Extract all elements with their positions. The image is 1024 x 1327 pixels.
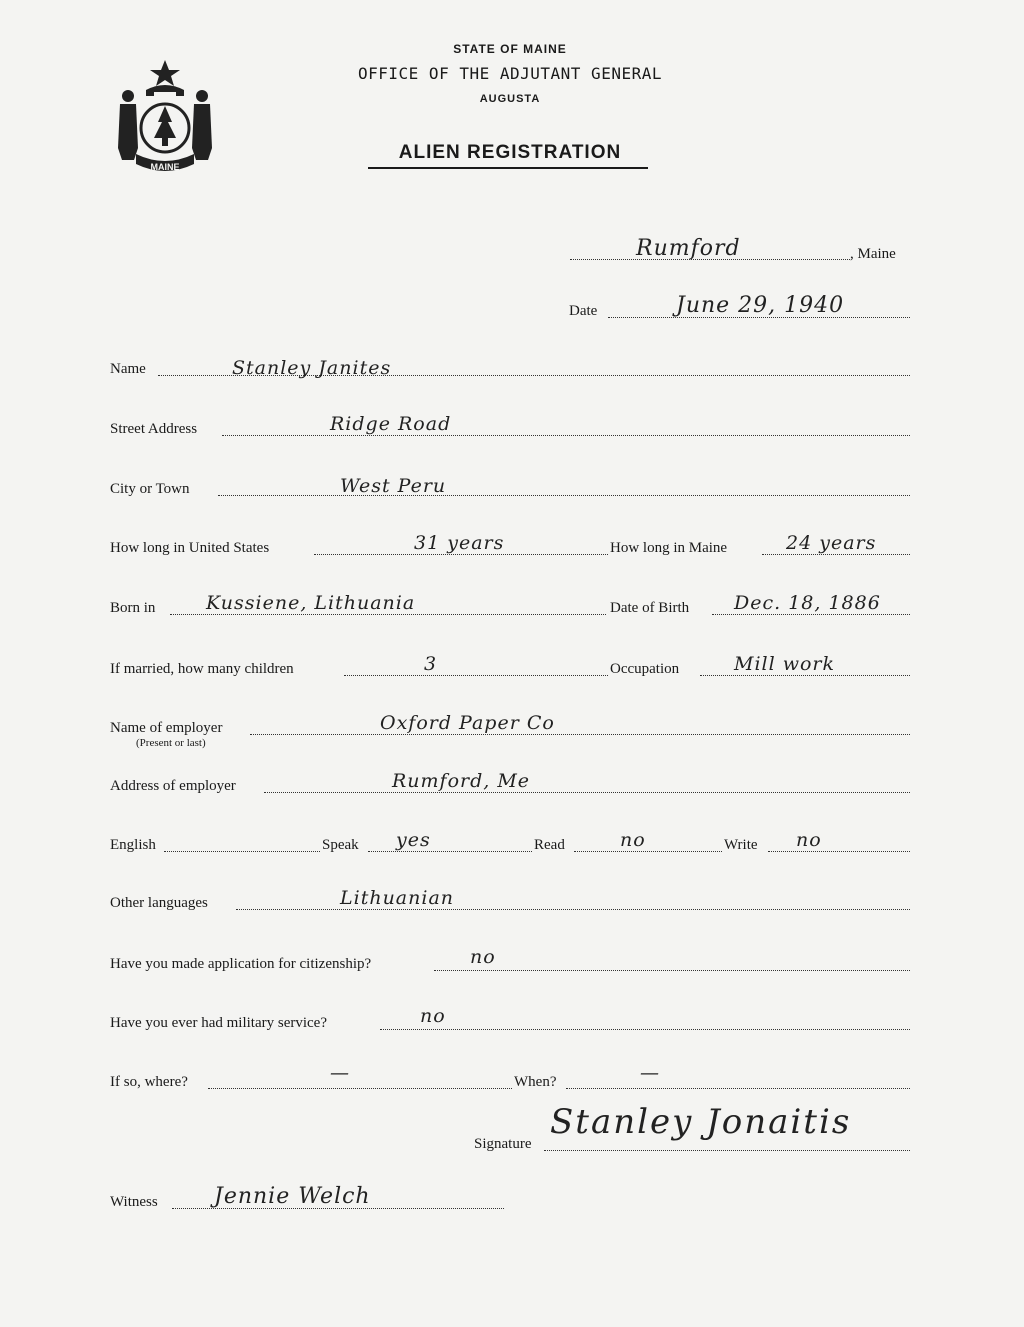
when-line [566, 1088, 910, 1089]
where-value: — [330, 1062, 350, 1084]
city-or-town-value: West Peru [340, 475, 447, 497]
other-languages-value: Lithuanian [340, 887, 455, 909]
employer-address-value: Rumford, Me [392, 770, 531, 792]
employer-label: Name of employer [110, 720, 223, 736]
occupation-label: Occupation [610, 661, 680, 677]
how-long-maine-label: How long in Maine [610, 540, 728, 556]
employer-line [250, 734, 910, 735]
other-languages-label: Other languages [110, 895, 208, 911]
occupation-value: Mill work [734, 653, 836, 675]
date-value: June 29, 1940 [676, 293, 845, 318]
english-label: English [110, 837, 156, 853]
how-long-us-line [314, 554, 608, 555]
employer-sublabel: (Present or last) [136, 737, 206, 749]
citizenship-label: Have you made application for citizenship? [110, 956, 372, 972]
military-service-line [380, 1029, 910, 1030]
place-suffix-label: , Maine [850, 246, 896, 262]
speak-line [368, 851, 532, 852]
read-line [574, 851, 722, 852]
speak-value: yes [396, 829, 431, 851]
when-value: — [640, 1062, 660, 1084]
date-of-birth-label: Date of Birth [610, 600, 690, 616]
date-of-birth-value: Dec. 18, 1886 [734, 592, 881, 614]
children-line [344, 675, 608, 676]
where-line [208, 1088, 512, 1089]
born-in-value: Kussiene, Lithuania [206, 592, 416, 614]
city-or-town-line [218, 495, 910, 496]
seal-text: MAINE [150, 162, 180, 172]
when-label: When? [514, 1074, 557, 1090]
born-in-line [170, 614, 606, 615]
state-heading: STATE OF MAINE [453, 42, 567, 56]
signature-line [544, 1150, 910, 1151]
children-value: 3 [424, 653, 438, 675]
military-service-value: no [420, 1005, 446, 1027]
write-line [768, 851, 910, 852]
city-heading: AUGUSTA [479, 93, 541, 105]
signature-value: Stanley Jonaitis [550, 1102, 852, 1142]
how-long-us-label: How long in United States [110, 540, 270, 556]
born-in-label: Born in [110, 600, 156, 616]
how-long-us-value: 31 years [414, 532, 505, 554]
english-line [164, 851, 320, 852]
where-label: If so, where? [110, 1074, 188, 1090]
witness-label: Witness [110, 1194, 158, 1210]
office-heading: OFFICE OF THE ADJUTANT GENERAL [358, 64, 662, 83]
citizenship-line [434, 970, 910, 971]
speak-label: Speak [322, 837, 359, 853]
children-label: If married, how many children [110, 661, 294, 677]
street-address-value: Ridge Road [330, 413, 452, 435]
write-label: Write [724, 837, 758, 853]
employer-value: Oxford Paper Co [380, 712, 555, 734]
date-of-birth-line [712, 614, 910, 615]
witness-value: Jennie Welch [214, 1184, 371, 1209]
name-value: Stanley Janites [232, 357, 392, 379]
signature-label: Signature [474, 1136, 532, 1152]
name-label: Name [110, 361, 146, 377]
employer-address-label: Address of employer [110, 778, 236, 794]
citizenship-value: no [470, 946, 496, 968]
employer-address-line [264, 792, 910, 793]
military-service-label: Have you ever had military service? [110, 1015, 327, 1031]
form-title: ALIEN REGISTRATION [398, 142, 622, 163]
street-address-label: Street Address [110, 421, 198, 437]
street-address-line [222, 435, 910, 436]
read-value: no [620, 829, 646, 851]
read-label: Read [534, 837, 565, 853]
how-long-maine-value: 24 years [786, 532, 877, 554]
write-value: no [796, 829, 822, 851]
place-value: Rumford [636, 236, 741, 261]
other-languages-line [236, 909, 910, 910]
occupation-line [700, 675, 910, 676]
city-or-town-label: City or Town [110, 481, 190, 497]
how-long-maine-line [762, 554, 910, 555]
date-label: Date [569, 303, 598, 319]
title-underline [368, 167, 648, 169]
